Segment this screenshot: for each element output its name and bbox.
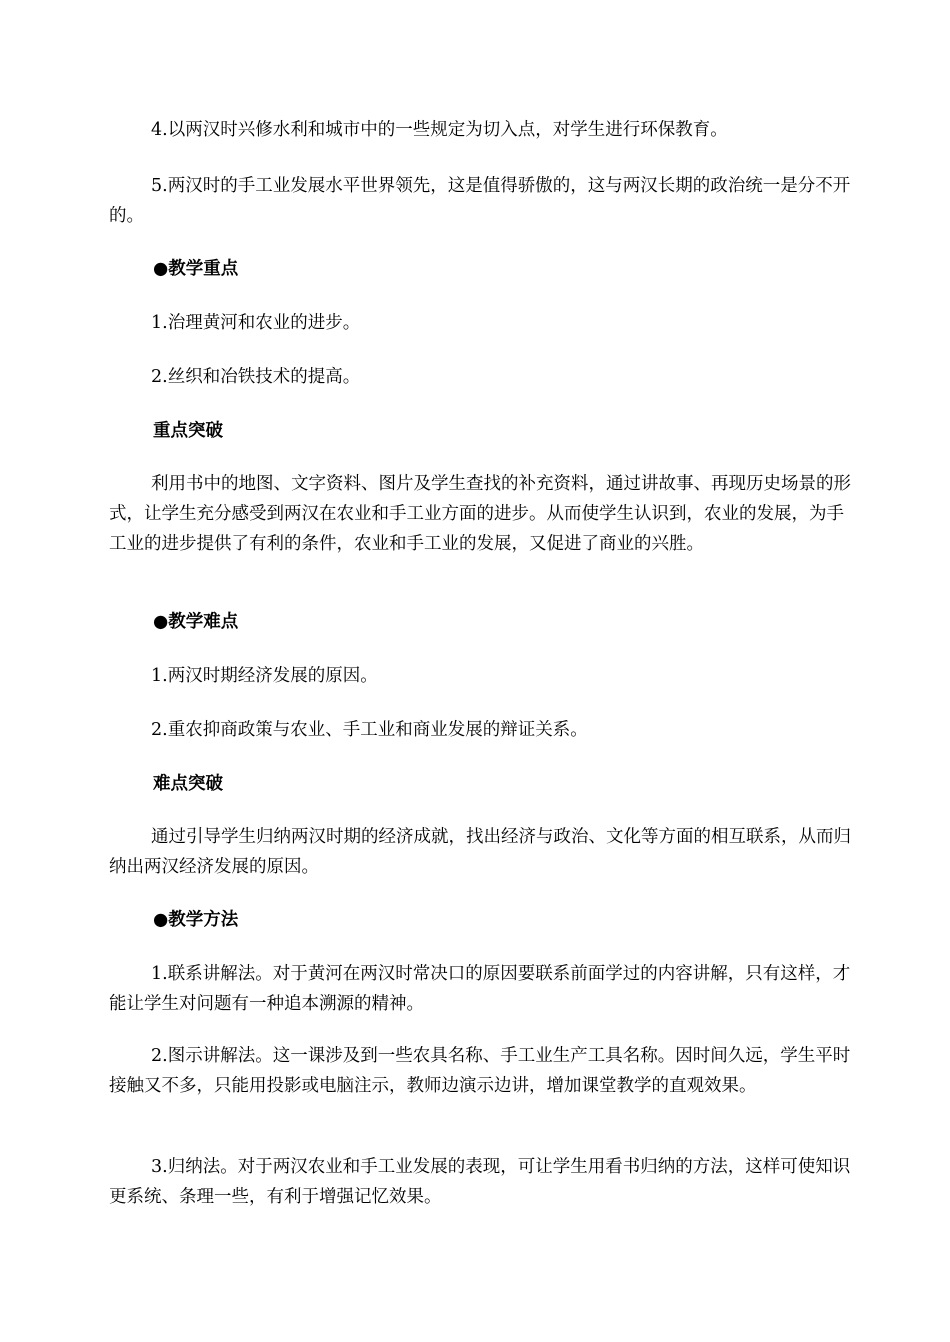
heading-focus-breakthrough: 重点突破 [153,421,223,441]
paragraph-method-1: 1.联系讲解法。对于黄河在两汉时常决口的原因要联系前面学过的内容讲解，只有这样，才能让学生对问题有一种追本溯源的精神。 [109,964,851,1014]
paragraph-method-2: 2.图示讲解法。这一课涉及到一些农具名称、手工业生产工具名称。因时间久远，学生平时接触又不多，只能用投影或电脑注示，教师边演示边讲，增加课堂教学的直观效果。 [109,1046,851,1096]
paragraph-method-3: 3.归纳法。对于两汉农业和手工业发展的表现，可让学生用看书归纳的方法，这样可使知识更系统、条理一些，有利于增强记忆效果。 [109,1157,851,1207]
heading-difficulty-breakthrough: 难点突破 [153,774,223,794]
paragraph-focus-1: 1.治理黄河和农业的进步。 [151,313,361,333]
heading-teaching-difficulty: ●教学难点 [153,612,239,632]
paragraph-difficulty-2: 2.重农抑商政策与农业、手工业和商业发展的辩证关系。 [151,720,588,740]
heading-teaching-method: ●教学方法 [153,910,239,930]
heading-teaching-focus: ●教学重点 [153,259,239,279]
paragraph-difficulty-1: 1.两汉时期经济发展的原因。 [151,666,378,686]
paragraph-difficulty-breakthrough: 通过引导学生归纳两汉时期的经济成就，找出经济与政治、文化等方面的相互联系，从而归纳出两汉经济发展的原因。 [109,827,851,877]
paragraph-goal-5: 5.两汉时的手工业发展水平世界领先，这是值得骄傲的，这与两汉长期的政治统一是分不开的。 [109,176,851,226]
paragraph-goal-4: 4.以两汉时兴修水利和城市中的一些规定为切入点，对学生进行环保教育。 [151,120,728,140]
paragraph-focus-2: 2.丝织和冶铁技术的提高。 [151,367,361,387]
paragraph-focus-breakthrough: 利用书中的地图、文字资料、图片及学生查找的补充资料，通过讲故事、再现历史场景的形式，让学生充分感受到两汉在农业和手工业方面的进步。从而使学生认识到，农业的发展，为手工业的进步提供了有利的条件，农业和手工业的发展，又促进了商业的兴胜。 [109,474,851,554]
